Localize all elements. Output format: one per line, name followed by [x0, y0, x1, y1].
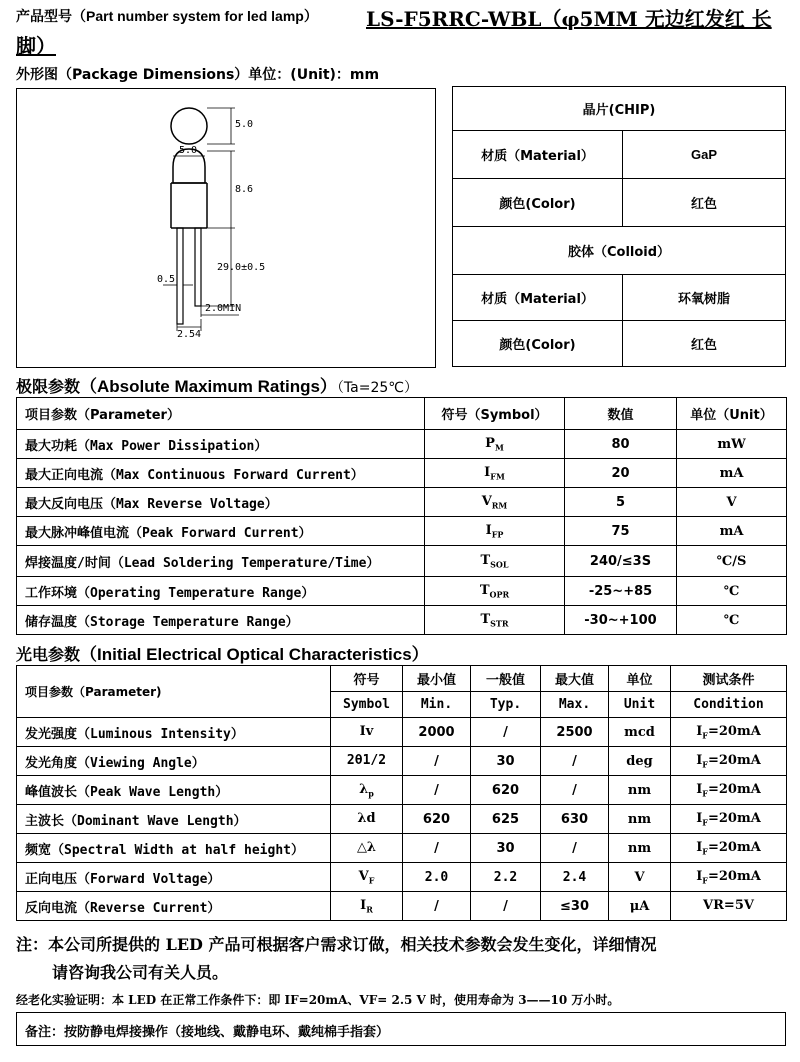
opt-max: 2.4 [541, 863, 609, 892]
opt-min: 2.0 [403, 863, 471, 892]
opt-header: 符号 [331, 666, 403, 692]
opt-header-en: Condition [671, 692, 787, 718]
opt-header: 一般值 [471, 666, 541, 692]
opt-min: / [403, 747, 471, 776]
opt-header-param: 项目参数（Parameter) [17, 666, 331, 718]
remark-text: 备注：按防静电焊接操作（接地线、戴静电环、戴纯棉手指套） [25, 1025, 390, 1040]
part-number-value: LS-F5RRC-WBL（φ5MM 无边红发红 长 [366, 7, 772, 31]
abs-unit: ℃ [677, 606, 787, 635]
chip-color-value: 红色 [623, 179, 786, 227]
table-row [17, 577, 787, 606]
opt-header: 单位 [609, 666, 671, 692]
abs-value: -30~+100 [565, 606, 677, 635]
colloid-material-value: 环氧树脂 [623, 275, 786, 321]
opt-typ: 620 [471, 776, 541, 805]
opt-title-en: （Initial Electrical Optical Characteristics） [80, 645, 429, 664]
opt-cond: $I_F=20mA$ [671, 805, 787, 834]
opt-min: / [403, 892, 471, 921]
abs-value: 240/≤3S [565, 546, 677, 577]
opt-title-cn: 光电参数 [16, 645, 81, 664]
optical-table [16, 665, 787, 921]
colloid-color-label: 颜色(Color) [453, 321, 623, 367]
package-drawing [16, 88, 436, 368]
abs-param: 最大脉冲峰值电流（Peak Forward Current） [17, 517, 425, 546]
aging-statement: 经老化实验证明：本 LED 在正常工作条件下：即 IF=20mA、VF= 2.5 V 时，使用寿命为 3——10 万小时。 [16, 993, 620, 1007]
opt-cond: VR=5V [671, 892, 787, 921]
abs-param: 最大功耗（Max Power Dissipation） [17, 430, 425, 459]
table-row [17, 834, 787, 863]
opt-header: 最大值 [541, 666, 609, 692]
part-number-label [16, 6, 318, 26]
dim-label: 2.54 [177, 329, 202, 340]
opt-max: / [541, 834, 609, 863]
table-row [17, 459, 787, 488]
dim-label: 5.0 [235, 119, 254, 130]
abs-symbol: $V_{RM}$ [425, 488, 565, 517]
opt-min: 620 [403, 805, 471, 834]
opt-param: 正向电压（Forward Voltage） [17, 863, 331, 892]
opt-symbol: 2θ1/2 [331, 747, 403, 776]
opt-typ: / [471, 892, 541, 921]
opt-typ: / [471, 718, 541, 747]
abs-param: 焊接温度/时间（Lead Soldering Temperature/Time） [17, 546, 425, 577]
dim-label: 5.0 [179, 145, 198, 156]
opt-cond: $I_F=20mA$ [671, 863, 787, 892]
opt-min: / [403, 776, 471, 805]
dim-label: 29.0±0.5 [217, 262, 266, 273]
abs-header: 符号（Symbol） [425, 398, 565, 430]
opt-header-en: Symbol [331, 692, 403, 718]
table-row [17, 776, 787, 805]
chip-material-value: GaP [623, 131, 786, 179]
opt-unit: nm [609, 805, 671, 834]
dims-title: 外形图（Package Dimensions）单位：(Unit)：mm [16, 67, 380, 83]
opt-min: / [403, 834, 471, 863]
abs-header: 项目参数（Parameter） [17, 398, 425, 430]
abs-title-cn: 极限参数 [16, 377, 81, 396]
opt-param: 主波长（Dominant Wave Length） [17, 805, 331, 834]
opt-symbol: $\lambda_p$ [331, 776, 403, 805]
opt-param: 峰值波长（Peak Wave Length） [17, 776, 331, 805]
abs-title [16, 372, 418, 397]
abs-symbol: $T_{OPR}$ [425, 577, 565, 606]
opt-param: 频宽（Spectral Width at half height） [17, 834, 331, 863]
abs-unit: mW [677, 430, 787, 459]
opt-header: 测试条件 [671, 666, 787, 692]
opt-param: 反向电流（Reverse Current） [17, 892, 331, 921]
table-row [17, 488, 787, 517]
opt-typ: 30 [471, 747, 541, 776]
part-label-en: （Part number system for led lamp） [72, 8, 318, 24]
opt-cond: $I_F=20mA$ [671, 834, 787, 863]
chip-table [452, 86, 786, 367]
abs-symbol: $I_{FP}$ [425, 517, 565, 546]
part-label-cn: 产品型号 [16, 9, 72, 25]
opt-header-en: Unit [609, 692, 671, 718]
opt-typ: 625 [471, 805, 541, 834]
table-row [17, 718, 787, 747]
abs-unit: mA [677, 517, 787, 546]
chip-material-label: 材质（Material） [453, 131, 623, 179]
abs-header: 单位（Unit） [677, 398, 787, 430]
opt-unit: V [609, 863, 671, 892]
table-row [17, 430, 787, 459]
opt-symbol: Iv [331, 718, 403, 747]
abs-unit: ℃ [677, 577, 787, 606]
part-number-value-cont: 脚） [16, 34, 56, 58]
abs-value: 5 [565, 488, 677, 517]
opt-unit: mcd [609, 718, 671, 747]
dim-label: 0.5 [157, 274, 176, 285]
colloid-material-label: 材质（Material） [453, 275, 623, 321]
opt-symbol: △λ [331, 834, 403, 863]
opt-max: / [541, 747, 609, 776]
dim-label: 8.6 [235, 184, 254, 195]
opt-header-en: Max. [541, 692, 609, 718]
opt-min: 2000 [403, 718, 471, 747]
abs-title-en: （Absolute Maximum Ratings） [80, 377, 337, 396]
table-row [17, 546, 787, 577]
opt-max: ≤30 [541, 892, 609, 921]
chip-title: 晶片(CHIP) [453, 87, 786, 131]
opt-cond: $I_F=20mA$ [671, 776, 787, 805]
opt-max: 2500 [541, 718, 609, 747]
opt-param: 发光强度（Luminous Intensity） [17, 718, 331, 747]
opt-symbol: $I_R$ [331, 892, 403, 921]
abs-header: 数值 [565, 398, 677, 430]
dim-label: 2.0MIN [205, 303, 242, 314]
chip-color-label: 颜色(Color) [453, 179, 623, 227]
opt-unit: nm [609, 834, 671, 863]
abs-param: 工作环境（Operating Temperature Range） [17, 577, 425, 606]
table-row [17, 517, 787, 546]
table-row [17, 892, 787, 921]
opt-header: 最小值 [403, 666, 471, 692]
opt-unit: μA [609, 892, 671, 921]
colloid-title: 胶体（Colloid） [453, 227, 786, 275]
abs-symbol: $T_{STR}$ [425, 606, 565, 635]
opt-typ: 30 [471, 834, 541, 863]
abs-value: 80 [565, 430, 677, 459]
table-row [17, 805, 787, 834]
abs-title-cond: （Ta=25℃） [336, 380, 419, 396]
abs-value: 20 [565, 459, 677, 488]
opt-max: / [541, 776, 609, 805]
opt-cond: $I_F=20mA$ [671, 718, 787, 747]
opt-unit: deg [609, 747, 671, 776]
remark-box [16, 1012, 786, 1046]
opt-max: 630 [541, 805, 609, 834]
note-line-2: 请咨询我公司有关人员。 [52, 963, 229, 982]
abs-unit: ℃/S [677, 546, 787, 577]
colloid-color-value: 红色 [623, 321, 786, 367]
abs-value: -25~+85 [565, 577, 677, 606]
led-outline-drawing [17, 89, 435, 367]
abs-unit: mA [677, 459, 787, 488]
opt-header-en: Typ. [471, 692, 541, 718]
table-row [17, 863, 787, 892]
opt-header-en: Min. [403, 692, 471, 718]
abs-symbol: $I_{FM}$ [425, 459, 565, 488]
abs-param: 储存温度（Storage Temperature Range） [17, 606, 425, 635]
abs-value: 75 [565, 517, 677, 546]
opt-title [16, 640, 429, 665]
opt-cond: $I_F=20mA$ [671, 747, 787, 776]
note-line-1: 注：本公司所提供的 LED 产品可根据客户需求订做，相关技术参数会发生变化，详细情况 [16, 935, 657, 954]
table-row [17, 606, 787, 635]
opt-unit: nm [609, 776, 671, 805]
table-row [17, 747, 787, 776]
abs-param: 最大反向电压（Max Reverse Voltage） [17, 488, 425, 517]
abs-unit: V [677, 488, 787, 517]
abs-symbol: $P_M$ [425, 430, 565, 459]
opt-symbol: λd [331, 805, 403, 834]
abs-symbol: $T_{SOL}$ [425, 546, 565, 577]
abs-param: 最大正向电流（Max Continuous Forward Current） [17, 459, 425, 488]
abs-ratings-table [16, 397, 787, 635]
opt-param: 发光角度（Viewing Angle） [17, 747, 331, 776]
opt-symbol: $V_F$ [331, 863, 403, 892]
opt-typ: 2.2 [471, 863, 541, 892]
